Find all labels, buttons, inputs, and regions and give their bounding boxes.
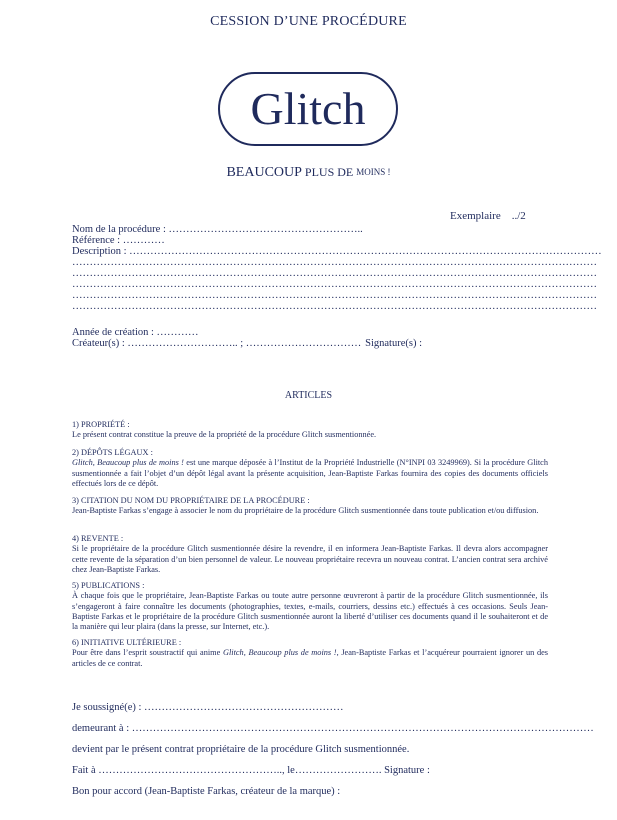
- field-fait-a[interactable]: Fait à …………………………………………….., le……………………. Signature :: [72, 765, 430, 776]
- text-bon-pour-accord: Bon pour accord (Jean-Baptiste Farkas, créateur de la marque) :: [72, 786, 341, 797]
- article-3: [72, 496, 548, 517]
- article-body: À chaque fois que le propriétaire, Jean-Baptiste Farkas ou toute autre personne œuvreront à partir de la procédure Glitch susmentionnée, ils s’engageront à faire connaître les documents (photographies, textes, e-mails, courriers, dessins etc.) effectués à ces occasions. Seuls Jean-Baptiste Farkas et le propriétaire de la procédure Glitch susmentionnée auront la liberté d’utiliser ces documents quand il le souhaiteront et de la manière qui leur plaira (dans la presse, sur Internet, etc.).: [72, 591, 548, 632]
- creation-block: [72, 327, 542, 349]
- field-annee-creation[interactable]: Année de création : …………: [72, 327, 199, 338]
- article-6: [72, 638, 548, 669]
- article-italic: Glitch, Beaucoup plus de moins !: [72, 458, 184, 468]
- field-description[interactable]: Description : ………………………………………………………………………………………………………………………: [72, 246, 602, 257]
- logo-text: Glitch: [250, 83, 366, 134]
- article-body: Le présent contrat constitue la preuve de la propriété de la procédure Glitch susmentionnée.: [72, 430, 377, 440]
- article-body: [72, 458, 548, 489]
- description-line[interactable]: ……………………………………………………………………………………………………………………………………: [72, 268, 597, 279]
- field-signatures[interactable]: Signature(s) :: [365, 338, 422, 349]
- field-reference[interactable]: Référence : …………: [72, 235, 165, 246]
- article-body-text: est une marque déposée à l’Institut de la Propriété Industrielle (N°INPI 03 3249969). Si la procédure Glitch susmentionnée a fait l’objet d’un dépôt légal avant la présente acquisition, Jean-Baptiste Farkas fournira des copies des documents officiels effectués lors de ce dépôt.: [72, 458, 549, 488]
- tagline-part2: PLUS DE: [301, 165, 357, 179]
- articles-heading: ARTICLES: [284, 390, 333, 401]
- field-demeurant[interactable]: demeurant à : ……………………………………………………………………………………………………………………: [72, 723, 594, 734]
- description-line[interactable]: ……………………………………………………………………………………………………………………………………: [72, 279, 597, 290]
- procedure-form: [72, 224, 602, 312]
- exemplaire-label: Exemplaire ../2: [450, 210, 526, 222]
- article-heading: 1) PROPRIÉTÉ :: [72, 420, 130, 429]
- article-heading: 4) REVENTE :: [72, 534, 124, 543]
- description-line[interactable]: ……………………………………………………………………………………………………………………………………: [72, 290, 597, 301]
- article-2: [72, 448, 548, 489]
- document-title: CESSION D’UNE PROCÉDURE: [210, 14, 407, 29]
- field-nom-procedure[interactable]: Nom de la procédure : ………………………………………………..: [72, 224, 363, 235]
- description-line[interactable]: ……………………………………………………………………………………………………………………………………: [72, 301, 597, 312]
- field-soussigne[interactable]: Je soussigné(e) : …………………………………………………: [72, 702, 344, 713]
- glitch-logo: [218, 72, 398, 146]
- article-body-pre: Pour être dans l’esprit soustractif qui anime: [72, 648, 223, 658]
- article-1: [72, 420, 548, 441]
- tagline-part4: !: [385, 167, 391, 177]
- tagline-part3: MOINS: [356, 167, 386, 177]
- tagline: [0, 165, 617, 181]
- article-heading: 6) INITIATIVE ULTÉRIEURE :: [72, 638, 182, 647]
- article-5: [72, 581, 548, 632]
- article-heading: 3) CITATION DU NOM DU PROPRIÉTAIRE DE LA PROCÉDURE :: [72, 496, 310, 505]
- article-body: Jean-Baptiste Farkas s’engage à associer le nom du propriétaire de la procédure Glitch susmentionnée dans toute publication et/ou diffusion.: [72, 506, 539, 516]
- article-body: Si le propriétaire de la procédure Glitch susmentionnée désire la revendre, il en informera Jean-Baptiste Farkas. Il devra alors accompagner cette revente de la séparation d’un bien personnel de valeur. Le nouveau propriétaire recevra un nouveau contrat. L’ancien contrat sera archivé chez Jean-Baptiste Farkas.: [72, 544, 548, 574]
- article-italic: Glitch, Beaucoup plus de moins !: [222, 648, 337, 658]
- article-body-text: , Jean-Baptiste Farkas et l’acquéreur pourraient ignorer un des articles de ce contrat.: [72, 648, 549, 668]
- field-createurs[interactable]: Créateur(s) : ………………………….. ; ……………………………: [72, 338, 362, 349]
- article-heading: 5) PUBLICATIONS :: [72, 581, 145, 590]
- article-4: [72, 534, 548, 575]
- description-line[interactable]: ……………………………………………………………………………………………………………………………………: [72, 257, 597, 268]
- tagline-part1: BEAUCOUP: [226, 165, 302, 180]
- article-heading: 2) DÉPÔTS LÉGAUX :: [72, 448, 153, 457]
- article-body: [72, 648, 548, 669]
- text-devient: devient par le présent contrat propriétaire de la procédure Glitch susmentionnée.: [72, 744, 410, 755]
